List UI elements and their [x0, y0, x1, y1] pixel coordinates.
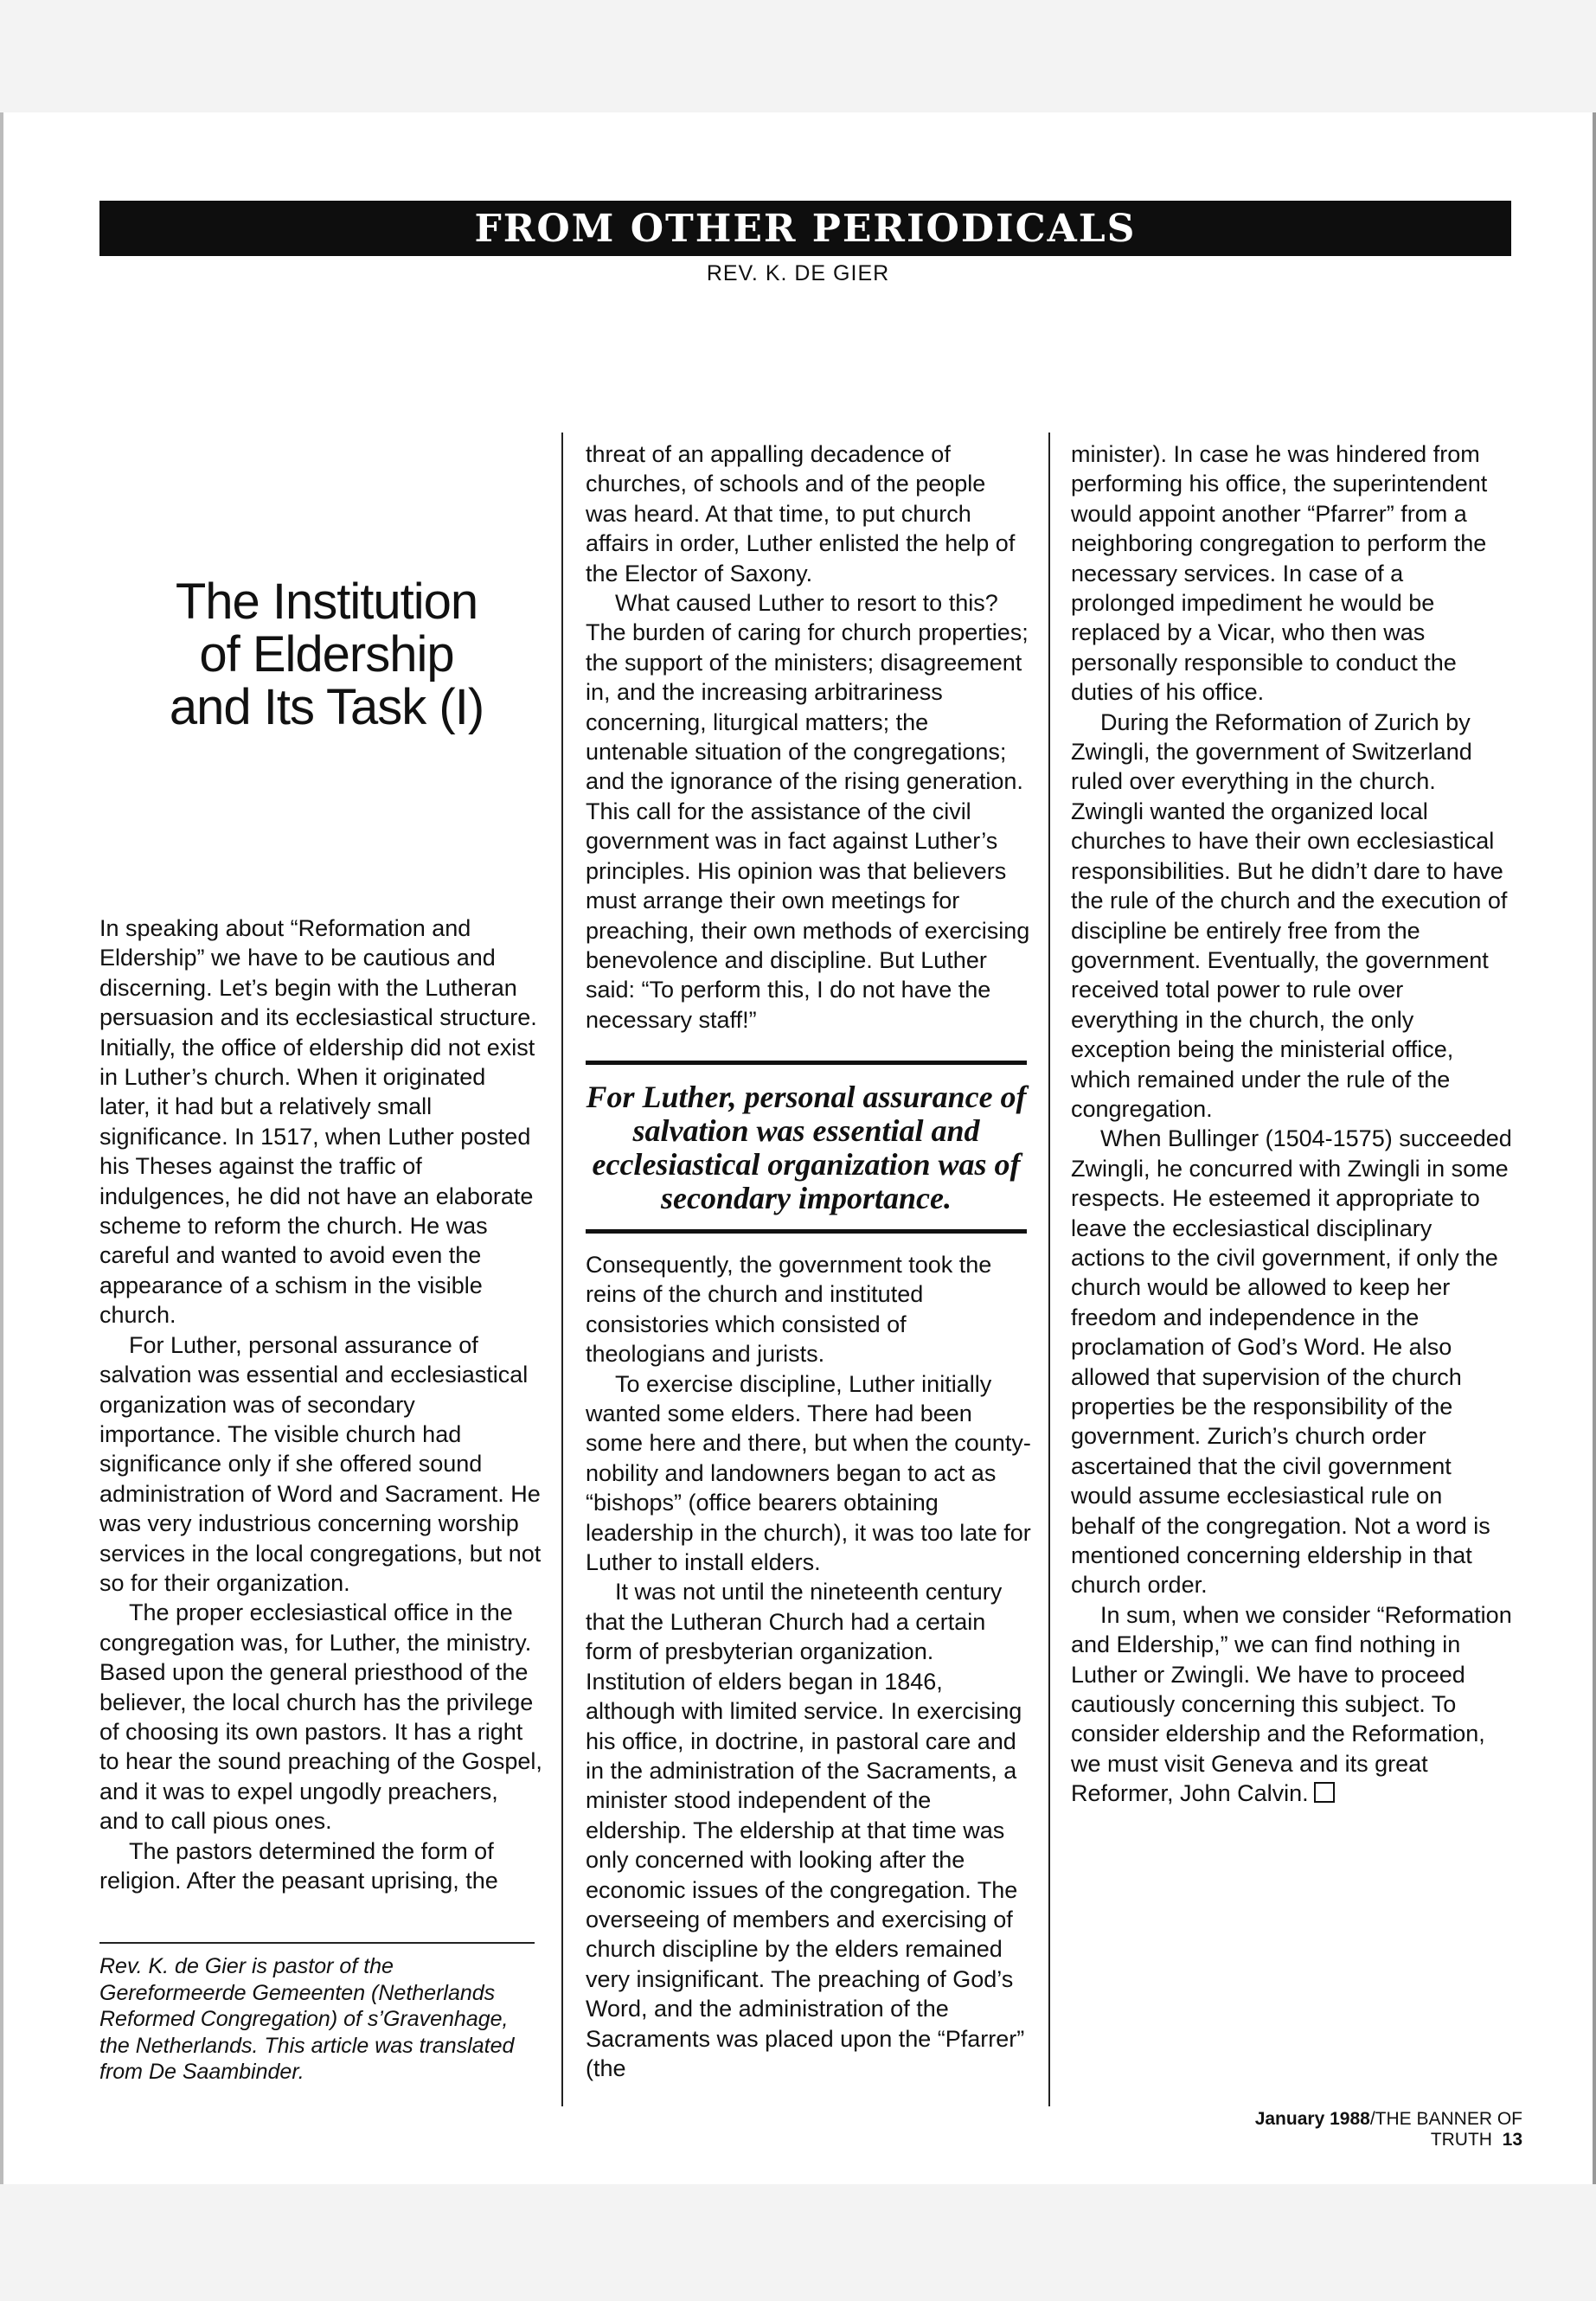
end-mark-icon — [1314, 1782, 1335, 1803]
scan-margin-bottom — [0, 2184, 1596, 2301]
paragraph: minister). In case he was hindered from performing his office, the superintendent would appoint another “Pfarrer” from a neighboring congregation to perform the necessary services. In case of a prolonged impediment he would be replaced by a Vicar, who then was personally responsible to conduct the duties of his office. — [1071, 441, 1488, 706]
column-divider — [561, 433, 563, 2106]
article-column-3 — [1071, 439, 1512, 1809]
article-title — [104, 575, 549, 734]
issue-date: January 1988 — [1254, 2109, 1370, 2129]
footnote-divider — [99, 1942, 535, 1944]
paragraph: In speaking about “Reformation and Eldership” we have to be cautious and discerning. Let’s begin with the Lutheran persuasion and its ecclesiastical structure. Initially, the office of eldership did not exist in Luther’s church. When it originated later, it had but a relatively small significance. In 1517, when Luther posted his Theses against the traffic of indulgences, he did not have an elaborate scheme to reform the church. He was careful and wanted to avoid even the appearance of a schism in the visible church. — [99, 915, 537, 1329]
paragraph: To exercise discipline, Luther initially wanted some elders. There had been some here and there, but when the county-nobility and landowners began to act as “bishops” (office bearers obtaining leadership in the church), it was too late for Luther to install elders. — [586, 1370, 1031, 1576]
author-footnote: Rev. K. de Gier is pastor of the Gereformeerde Gemeenten (Netherlands Reformed Congregation) of s’Gravenhage, the Netherlands. This article was translated from De Saambinder. — [99, 1954, 515, 2084]
article-column-1 — [99, 913, 542, 1895]
scan-margin-top — [0, 0, 1596, 112]
paragraph: The pastors determined the form of religion. After the peasant uprising, the — [99, 1837, 498, 1894]
title-line: of Eldership — [199, 626, 454, 683]
scan-edge-right — [1593, 112, 1596, 2184]
closing-paragraph-text: In sum, when we consider “Reformation and Eldership,” we can find nothing in Luther or Zwingli. We have to proceed cautiously concerning this subject. To consider eldership and the Reformation, we must visit Geneva and its great Reformer, John Calvin. — [1071, 1601, 1512, 1807]
column-divider — [1048, 433, 1050, 2106]
page-folio — [1159, 2109, 1522, 2150]
paragraph: What caused Luther to resort to this? The burden of caring for church properties; the support of the ministers; disagreement in, and the increasing arbitrariness concerning, liturgical matters; the untenable situation of the congregations; and the ignorance of the rising generation. This call for the assistance of the civil government was in fact against Luther’s principles. His opinion was that believers must arrange their own meetings for preaching, their own methods of exercising benevolence and discipline. But Luther said: “To perform this, I do not have the necessary staff!” — [586, 590, 1030, 1033]
title-line: The Institution — [175, 574, 478, 630]
paragraph: Consequently, the government took the reins of the church and instituted consistories which consisted of theologians and jurists. — [586, 1252, 992, 1368]
paragraph: The proper ecclesiastical office in the congregation was, for Luther, the ministry. Based upon the general priesthood of the believer, the local church has the privilege of choosing its own pastors. It has a right to hear the sound preaching of the Gospel, and it was to expel ungodly preachers, and to call pious ones. — [99, 1599, 542, 1835]
publication-name: /THE BANNER OF TRUTH — [1369, 2109, 1522, 2150]
article-column-2-top — [586, 439, 1031, 1035]
title-line: and Its Task (I) — [169, 679, 484, 735]
article-column-2-bottom — [586, 1250, 1031, 2083]
paragraph: threat of an appalling decadence of churches, of schools and of the people was heard. At that time, to put church affairs in order, Luther enlisted the help of the Elector of Saxony. — [586, 441, 1016, 586]
paragraph: During the Reformation of Zurich by Zwingli, the government of Switzerland ruled over everything in the church. Zwingli wanted the organized local churches to have their own ecclesiastical responsibilities. But he didn’t dare to have the rule of the church and the execution of discipline be entirely free from the government. Eventually, the government received total power to rule over everything in the church, the only exception being the ministerial office, which remained under the rule of the congregation. — [1071, 708, 1508, 1122]
paragraph: For Luther, personal assurance of salvation was essential and ecclesiastical organization was of secondary importance. The visible church had significance only if she offered sound administration of Word and Sacrament. He was very industrious concerning worship services in the local congregations, but not so for their organization. — [99, 1331, 542, 1596]
paragraph: It was not until the nineteenth century that the Lutheran Church had a certain form of presbyterian organization. Institution of elders began in 1846, although with limited service. In exercising his office, in doctrine, in pastoral care and in the administration of the Sacraments, a minister stood independent of the eldership. The eldership at that time was only concerned with looking after the economic issues of the congregation. The overseeing of members and exercising of church discipline by the elders remained very insignificant. The preaching of God’s Word, and the administration of the Sacraments was placed upon the “Pfarrer” (the — [586, 1579, 1025, 2081]
pull-quote: For Luther, personal assurance of salvation was essential and ecclesiastical organization was of secondary importance. — [586, 1061, 1027, 1234]
paragraph: When Bullinger (1504-1575) succeeded Zwingli, he concurred with Zwingli in some respects. He esteemed it appropriate to leave the ecclesiastical disciplinary actions to the civil government, if only the church would be allowed to keep her freedom and independence in the proclamation of God’s Word. He also allowed that supervision of the church properties be the responsibility of the government. Zurich’s church order ascertained that the civil government would assume ecclesiastical rule on behalf of the congregation. Not a word is mentioned concerning eldership in that church order. — [1071, 1125, 1512, 1599]
page-number: 13 — [1502, 2130, 1522, 2150]
section-banner: FROM OTHER PERIODICALS — [99, 201, 1511, 256]
author-byline: REV. K. DE GIER — [706, 261, 890, 285]
paragraph — [1071, 1600, 1512, 1809]
scan-edge-left — [0, 112, 3, 2184]
